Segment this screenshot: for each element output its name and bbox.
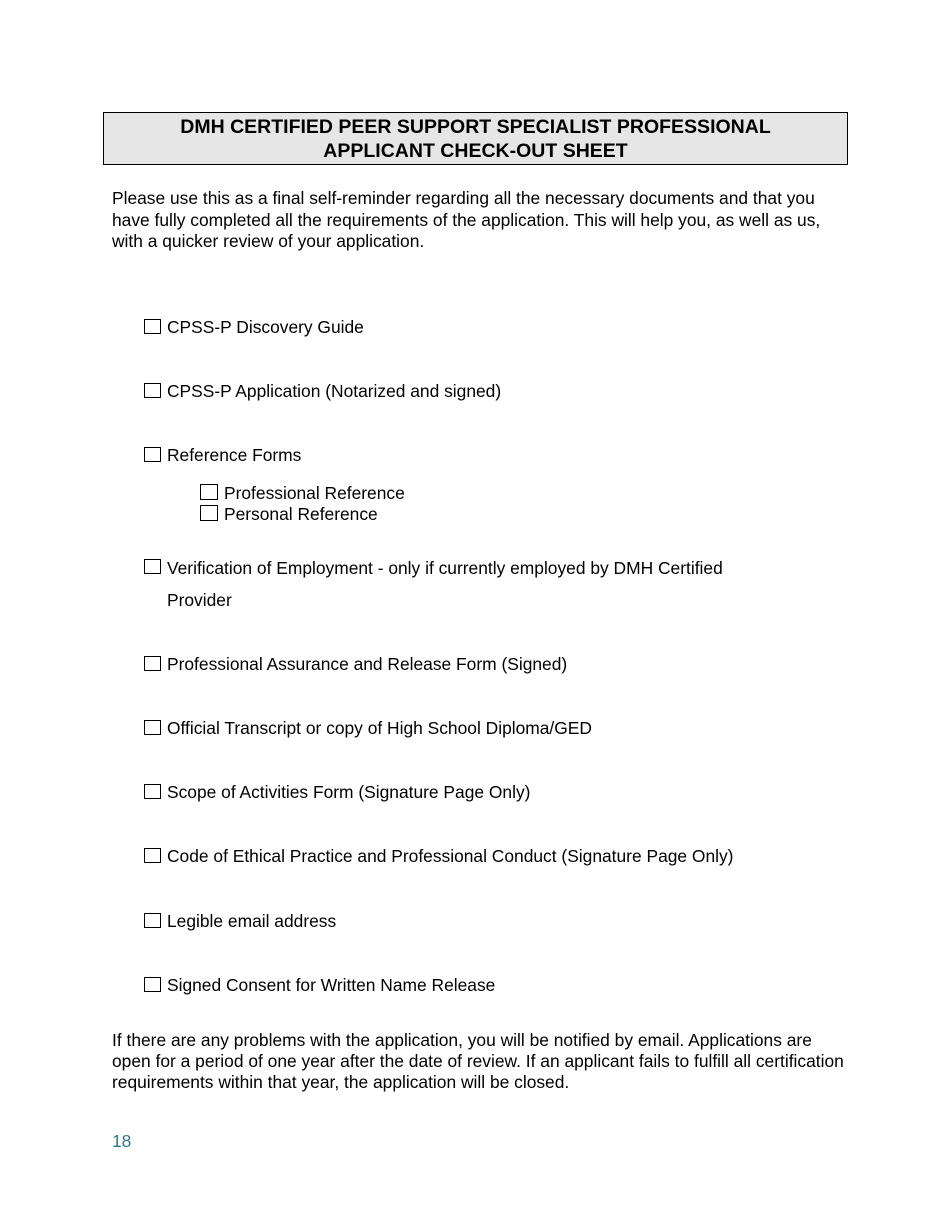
checklist-item-reference-forms[interactable] [144, 445, 301, 466]
footer-notice: If there are any problems with the application, you will be notified by email. Applications are open for a period of one year after the date of review. If an applicant fails to fulfill all certification requirements within that year, the application will be closed. [112, 1030, 844, 1092]
checklist-item-assurance-release[interactable] [144, 654, 567, 675]
checklist-item-scope-of-activities[interactable] [144, 782, 530, 803]
checklist-item-consent-release[interactable] [144, 975, 495, 996]
checklist-label: CPSS-P Discovery Guide [167, 317, 364, 337]
checklist-label: Signed Consent for Written Name Release [167, 975, 496, 995]
checklist-label: CPSS-P Application (Notarized and signed) [167, 381, 502, 401]
checkbox[interactable] [144, 977, 161, 992]
checkbox[interactable] [200, 505, 218, 521]
page-number: 18 [112, 1131, 132, 1151]
checklist-label: Official Transcript or copy of High School Diploma/GED [167, 718, 592, 738]
checkbox[interactable] [144, 447, 161, 462]
checkbox[interactable] [144, 913, 161, 928]
checklist-item-application[interactable] [144, 381, 501, 402]
page-title-line-1: DMH CERTIFIED PEER SUPPORT SPECIALIST PROFESSIONAL [180, 115, 771, 138]
checklist-label: Reference Forms [167, 445, 302, 465]
checklist-subitem-professional-reference[interactable] [200, 483, 405, 504]
page-title-box [103, 112, 848, 165]
checkbox[interactable] [144, 784, 161, 799]
checklist-subitem-personal-reference[interactable] [200, 504, 378, 525]
checkbox[interactable] [144, 720, 161, 735]
checklist-item-code-of-ethics[interactable] [144, 846, 733, 867]
checkbox[interactable] [144, 848, 161, 863]
checkbox[interactable] [144, 383, 161, 398]
checkbox[interactable] [200, 484, 218, 500]
intro-paragraph: Please use this as a final self-reminder regarding all the necessary documents and that you have fully completed all the requirements of the application. This will help you, as well as us, with a quicker review of your application. [112, 188, 821, 251]
page-title-line-2: APPLICANT CHECK-OUT SHEET [323, 139, 628, 162]
checkbox[interactable] [144, 656, 161, 671]
checklist-label: Verification of Employment - only if currently employed by DMH Certified Provider [167, 558, 723, 610]
checklist-item-transcript[interactable] [144, 718, 592, 739]
checklist-label: Scope of Activities Form (Signature Page Only) [167, 782, 531, 802]
checklist-label: Professional Reference [224, 483, 405, 503]
checklist-label: Code of Ethical Practice and Professional Conduct (Signature Page Only) [167, 846, 734, 866]
checklist-item-discovery-guide[interactable] [144, 317, 364, 338]
checkbox[interactable] [144, 559, 161, 574]
checklist-item-email-address[interactable] [144, 911, 336, 932]
checkbox[interactable] [144, 319, 161, 334]
checklist-label: Professional Assurance and Release Form (Signed) [167, 654, 568, 674]
checklist-item-verification-of-employment[interactable] [144, 557, 777, 616]
checklist-label: Personal Reference [224, 504, 378, 524]
checklist-label: Legible email address [167, 911, 337, 931]
